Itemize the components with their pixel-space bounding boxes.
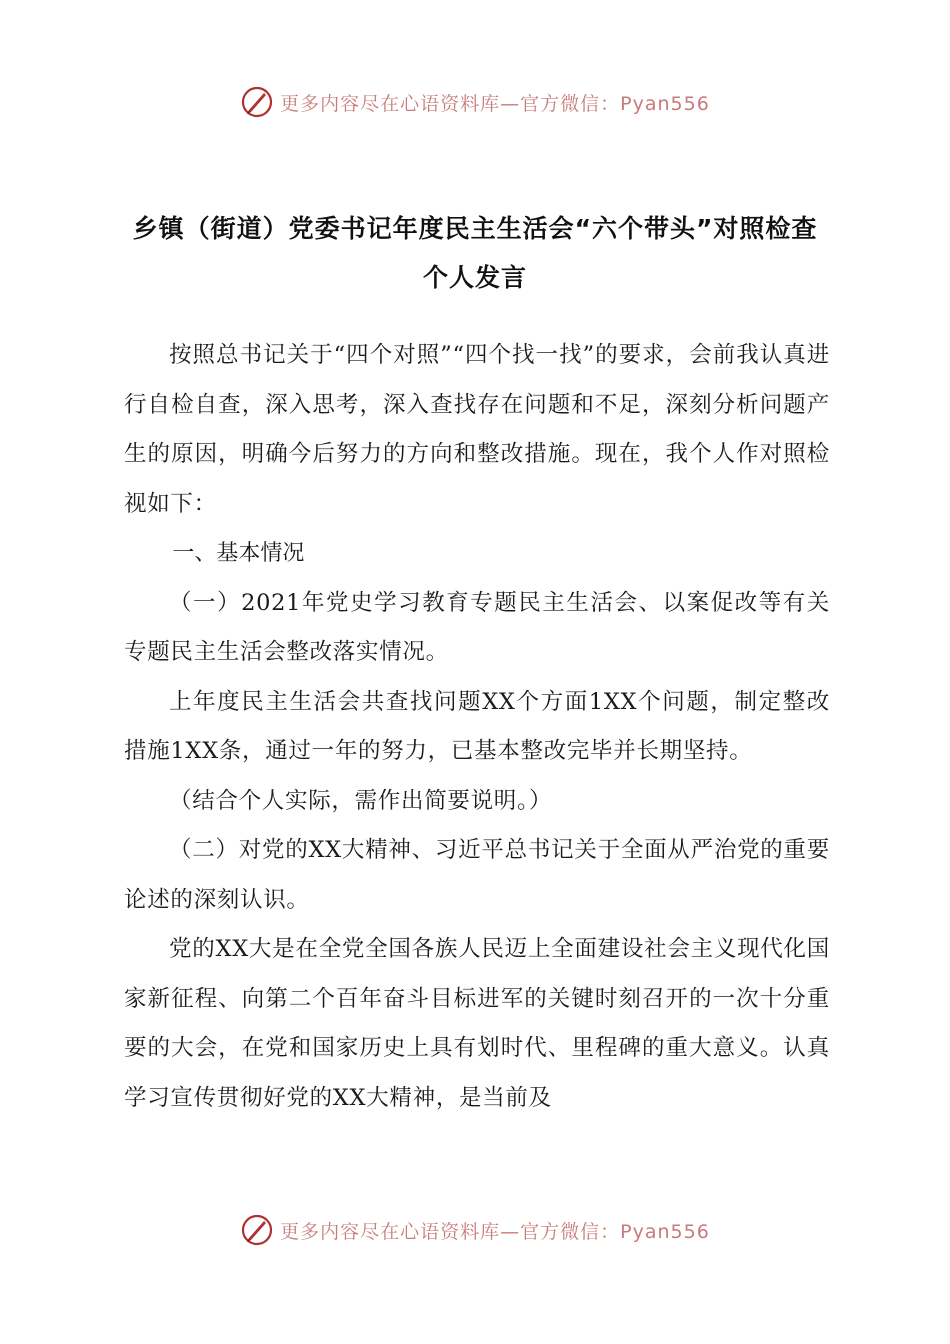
document-title-line1: 乡镇（街道）党委书记年度民主生活会“六个带头”对照检查 xyxy=(132,214,818,243)
watermark-banner-bottom xyxy=(0,1208,950,1252)
paragraph-subsection-2-title: （二）对党的XX大精神、习近平总书记关于全面从严治党的重要论述的深刻认识。 xyxy=(124,837,830,913)
document-title-line2: 个人发言 xyxy=(422,263,527,292)
paragraph-congress-significance: 党的XX大是在全党全国各族人民迈上全面建设社会主义现代化国家新征程、向第二个百年奋斗目标进军的关键时刻召开的一次十分重要的大会，在党和国家历史上具有划时代、里程碑的重大意义。认真学习宣传贯彻好党的XX大精神，是当前及 xyxy=(124,936,830,1111)
paragraph-subsection-1-title: （一）2021年党史学习教育专题民主生活会、以案促改等有关专题民主生活会整改落实情况。 xyxy=(124,589,830,665)
paragraph-rectification-status: 上年度民主生活会共查找问题XX个方面1XX个问题，制定整改措施1XX条，通过一年的努力，已基本整改完毕并长期坚持。 xyxy=(124,688,830,764)
quill-pen-logo-icon xyxy=(240,1213,274,1247)
section-heading-basic-situation: 一、基本情况 xyxy=(172,541,305,566)
watermark-text: 更多内容尽在心语资料库—官方微信：Pyan556 xyxy=(280,92,710,115)
watermark-banner-top xyxy=(0,80,950,124)
paragraph-note: （结合个人实际，需作出简要说明。） xyxy=(169,787,553,814)
paragraph-intro: 按照总书记关于“四个对照”“四个找一找”的要求，会前我认真进行自检自查，深入思考，深入查找存在问题和不足，深刻分析问题产生的原因，明确今后努力的方向和整改措施。现在，我个人作对照检视如下： xyxy=(124,342,830,517)
watermark-text: 更多内容尽在心语资料库—官方微信：Pyan556 xyxy=(280,1220,710,1243)
quill-pen-logo-icon xyxy=(240,85,274,119)
document-body xyxy=(124,331,830,1123)
